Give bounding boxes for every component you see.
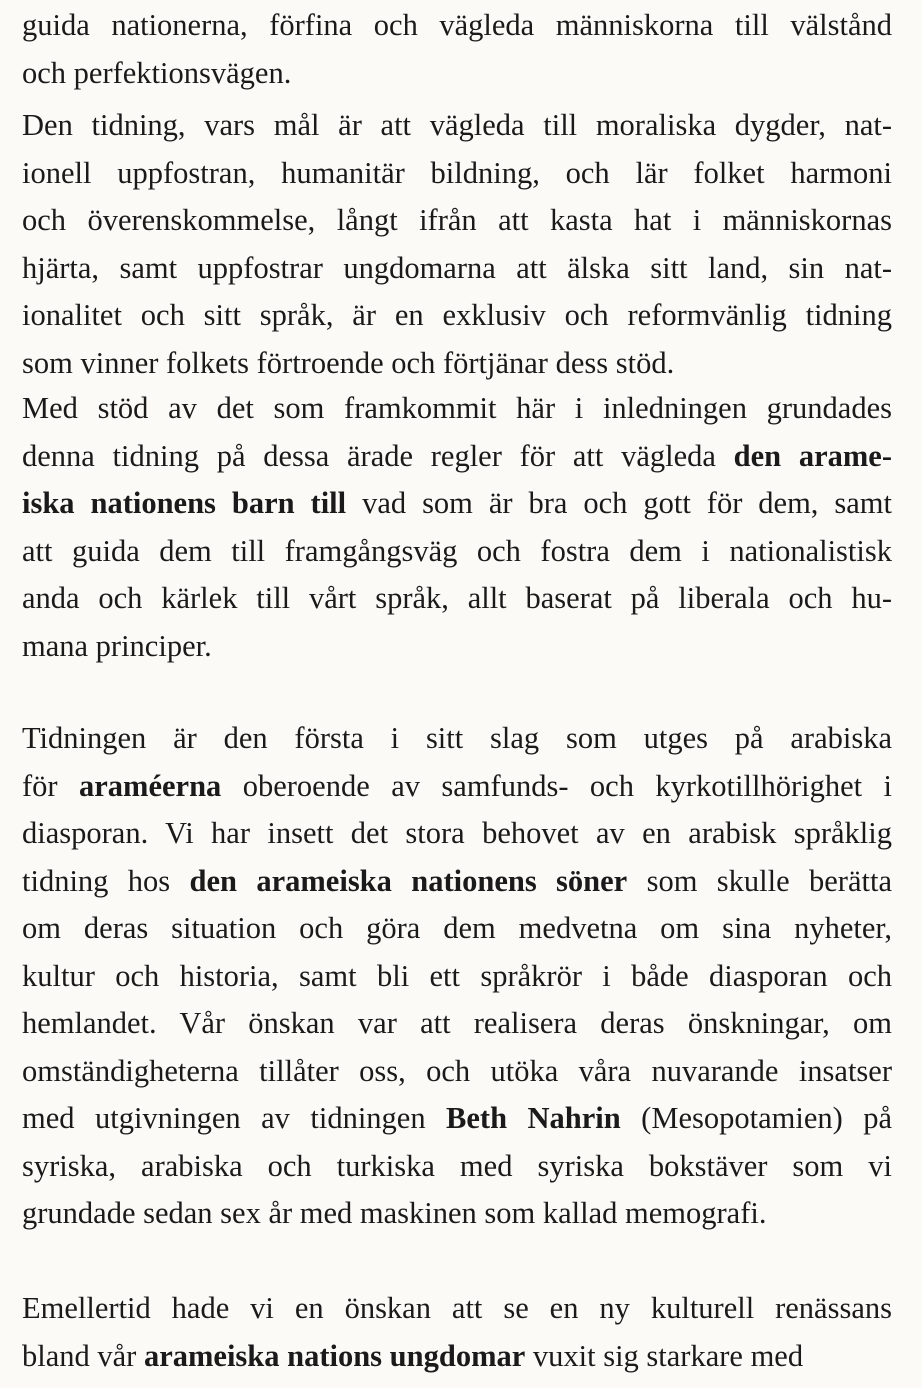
paragraph-5 — [22, 1285, 892, 1380]
text-segment: (Mesopotamien) på — [620, 1101, 892, 1135]
text-segment: ionell uppfostran, humanitär bildning, och lär folket harmoni — [22, 155, 892, 190]
text-segment: hjärta, samt uppfostrar ungdomarna att älska sitt land, sin nat- — [22, 250, 892, 285]
text-segment: Emellertid hade vi en önskan att se en ny kulturell renässans — [22, 1291, 892, 1325]
text-segment: grundade sedan sex år med maskinen som kallad memografi. — [22, 1196, 767, 1230]
text-segment: bland vår — [22, 1338, 144, 1373]
text-segment: att guida dem till framgångsväg och fostra dem i nationalistisk — [22, 533, 892, 568]
text-segment: vuxit sig starkare med — [525, 1338, 804, 1373]
text-line — [22, 197, 892, 245]
text-line — [22, 1285, 892, 1333]
text-segment: kultur och historia, samt bli ett språkrör i både diasporan och — [22, 958, 892, 993]
text-segment: som skulle berätta — [627, 863, 892, 898]
text-line — [22, 150, 892, 198]
text-line — [22, 102, 892, 150]
bold-text-segment: den arame- — [733, 438, 892, 473]
text-line — [22, 858, 892, 906]
text-line — [22, 1095, 892, 1143]
text-line — [22, 340, 892, 388]
text-segment: Med stöd av det som framkommit här i inledningen grundades — [22, 391, 892, 425]
text-line — [22, 953, 892, 1001]
bold-text-segment: arameiska nations ungdomar — [143, 1338, 526, 1373]
bold-text-segment: araméerna — [79, 768, 222, 803]
bold-text-segment: iska nationens barn till — [22, 486, 347, 520]
bold-text-segment: Beth Nahrin — [446, 1101, 621, 1135]
text-line — [22, 50, 892, 98]
text-line — [22, 575, 892, 623]
text-segment: vad som är bra och gott för dem, samt — [346, 486, 892, 520]
paragraph-3 — [22, 385, 892, 670]
text-segment: hemlandet. Vår önskan var att realisera deras önskningar, om — [22, 1006, 892, 1040]
text-segment: som vinner folkets förtroende och förtjänar dess stöd. — [22, 345, 675, 380]
text-segment: anda och kärlek till vårt språk, allt baserat på liberala och hu- — [22, 581, 892, 615]
text-line — [22, 2, 892, 50]
text-segment: ionalitet och sitt språk, är en exklusiv och reformvänlig tidning — [22, 298, 892, 332]
text-line — [22, 480, 892, 528]
text-line — [22, 810, 892, 858]
text-line — [22, 528, 892, 576]
text-segment: denna tidning på dessa ärade regler för att vägleda — [22, 438, 734, 473]
text-segment: med utgivningen av tidningen — [22, 1101, 447, 1135]
text-line — [22, 1048, 892, 1096]
text-line — [22, 385, 892, 433]
paragraph-4 — [22, 715, 892, 1238]
text-line — [22, 905, 892, 953]
text-segment: syriska, arabiska och turkiska med syriska bokstäver som vi — [22, 1148, 892, 1183]
text-segment: och perfektionsvägen. — [22, 55, 292, 90]
text-line — [22, 1000, 892, 1048]
text-line — [22, 245, 892, 293]
text-line — [22, 1190, 892, 1238]
text-line — [22, 292, 892, 340]
paragraph-1 — [22, 2, 892, 97]
text-line — [22, 1333, 892, 1381]
text-segment: tidning hos — [22, 863, 190, 898]
text-line — [22, 1143, 892, 1191]
text-segment: för — [22, 768, 80, 803]
text-line — [22, 715, 892, 763]
text-segment: Den tidning, vars mål är att vägleda till moraliska dygder, nat- — [22, 108, 892, 142]
text-segment: guida nationerna, förfina och vägleda människorna till välstånd — [22, 8, 892, 42]
text-segment: diasporan. Vi har insett det stora behovet av en arabisk språklig — [22, 816, 892, 850]
text-segment: mana principer. — [22, 628, 212, 663]
text-line — [22, 433, 892, 481]
text-segment: och överenskommelse, långt ifrån att kasta hat i människornas — [22, 203, 892, 237]
bold-text-segment: den arameiska nationens söner — [189, 863, 628, 898]
text-segment: omständigheterna tillåter oss, och utöka våra nuvarande insatser — [22, 1053, 892, 1088]
text-segment: oberoende av samfunds- och kyrkotillhörighet i — [221, 768, 892, 803]
text-line — [22, 763, 892, 811]
paragraph-2 — [22, 102, 892, 387]
text-segment: om deras situation och göra dem medvetna om sina nyheter, — [22, 911, 892, 945]
text-segment: Tidningen är den första i sitt slag som utges på arabiska — [22, 721, 892, 755]
text-line — [22, 623, 892, 671]
